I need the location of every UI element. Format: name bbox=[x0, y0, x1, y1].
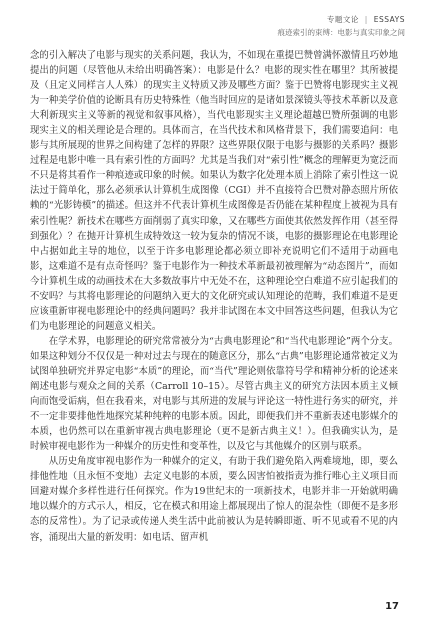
running-header bbox=[278, 14, 406, 38]
paragraph-2: 在学术界，电影理论的研究常常被分为“古典电影理论”和“当代电影理论”两个分支。如果这种划分不仅仅是一种对过去与现在的随意区分，那么“古典”电影理论通常被定义为试图单独研究并界定电影“本质”的理论，而“当代”理论则依靠符号学和精神分析的论述来阐述电影与观众之间的关系（Carroll 10–15）。尽管古典主义的研究方法因本质主义倾向而饱受诟病，但在我看来，对电影与其所进的发展与评论这一特性进行务实的研究，并不一定非要排他性地探究某种纯粹的电影本质。因此，即便我们并不重新表述电影媒介的本质，也仍然可以在重新审视古典电影理论（更不是新古典主义！）。但我确实认为，是时候审视电影作为一种媒介的历史性和变革性，以及它与其他媒介的区别与联系。 bbox=[30, 335, 398, 453]
header-separator: | bbox=[364, 15, 368, 24]
header-subtitle: 痕迹索引的束缚：电影与真实印象之间 bbox=[277, 28, 405, 37]
paragraph-3: 从历史角度审视电影作为一种媒介的定义，有助于我们避免陷入两难境地，即，要么排他性地（且永恒不变地）去定义电影的本质，要么因害怕被指责为推行唯心主义项目而回避对媒介多样性进行任何探究。作为19世纪末的一项新技术，电影并非一开始就明确地以媒介的方式示人，相反，它在模式和用途上都展现出了惊人的混杂性（即便不是多形态的反常性）。为了记录或传递人类生活中此前被认为是转瞬即逝、听不见或看不见的内容，涌现出大量的新发明：如电话、留声机 bbox=[30, 456, 398, 543]
header-section-line bbox=[278, 14, 406, 25]
article-body bbox=[30, 48, 398, 545]
page-number: 17 bbox=[385, 601, 399, 612]
paragraph-1: 念的引入解决了电影与现实的关系问题，我认为，不如现在重提巴赞曾满怀激情且巧妙地提出的问题（尽管他从未给出明确答案）：电影是什么？电影的现实性在哪里？其所被提及（且定义同样言人人殊）的现实主义特质又涉及哪些方面？鉴于巴赞将电影现实主义视为一种美学价值的论断具有历史特殊性（他当时回应的是诸如景深镜头等技术革新以及意大利新现实主义等新的视觉和叙事风格），当代电影现实主义理论超越巴赞所强调的电影现实主义的相关理论是合理的。具体而言，在当代技术和风格背景下，我们需要追问：电影与其所展现的世界之间构建了怎样的界限？这些界限仅限于电影与摄影的关系吗？摄影过程是电影中唯一具有索引性的方面吗？尤其是当我们对“索引性”概念的理解更为宽泛而不只是将其看作一种痕迹或印象的时候。如果认为数字化处理本质上消除了索引性这一说法过于简单化，那么必须承认计算机生成图像（CGI）并不直接符合巴赞对静态照片所依赖的“光影铸模”的描述。但这并不代表计算机生成图像是否仍能在某种程度上被视为具有索引性呢？新技术在哪些方面削弱了真实印象，又在哪些方面使其依然发挥作用（甚至得到强化）？在抛开计算机生成特效这一较为复杂的情况不谈，电影的摄影理论在电影理论中占据如此主导的地位，以至于许多电影理论都必须立即补充说明它们不适用于动画电影，这难道不是有点奇怪吗？鉴于电影作为一种技术革新最初被理解为“动态图片”，而如今计算机生成的动画技术在大多数故事片中无处不在，这种理论空白难道不应引起我们的不安吗？与其将电影理论的问题纳入更大的文化研究或认知理论的范畴，我们难道不是更应该重新审视电影理论中的经典问题吗？我并非试图在本文中回答这些问题，但我认为它们为电影理论的问题意义相关。 bbox=[30, 50, 398, 332]
section-label-en: ESSAYS bbox=[373, 15, 405, 24]
section-label: 专题文论 bbox=[326, 15, 359, 24]
